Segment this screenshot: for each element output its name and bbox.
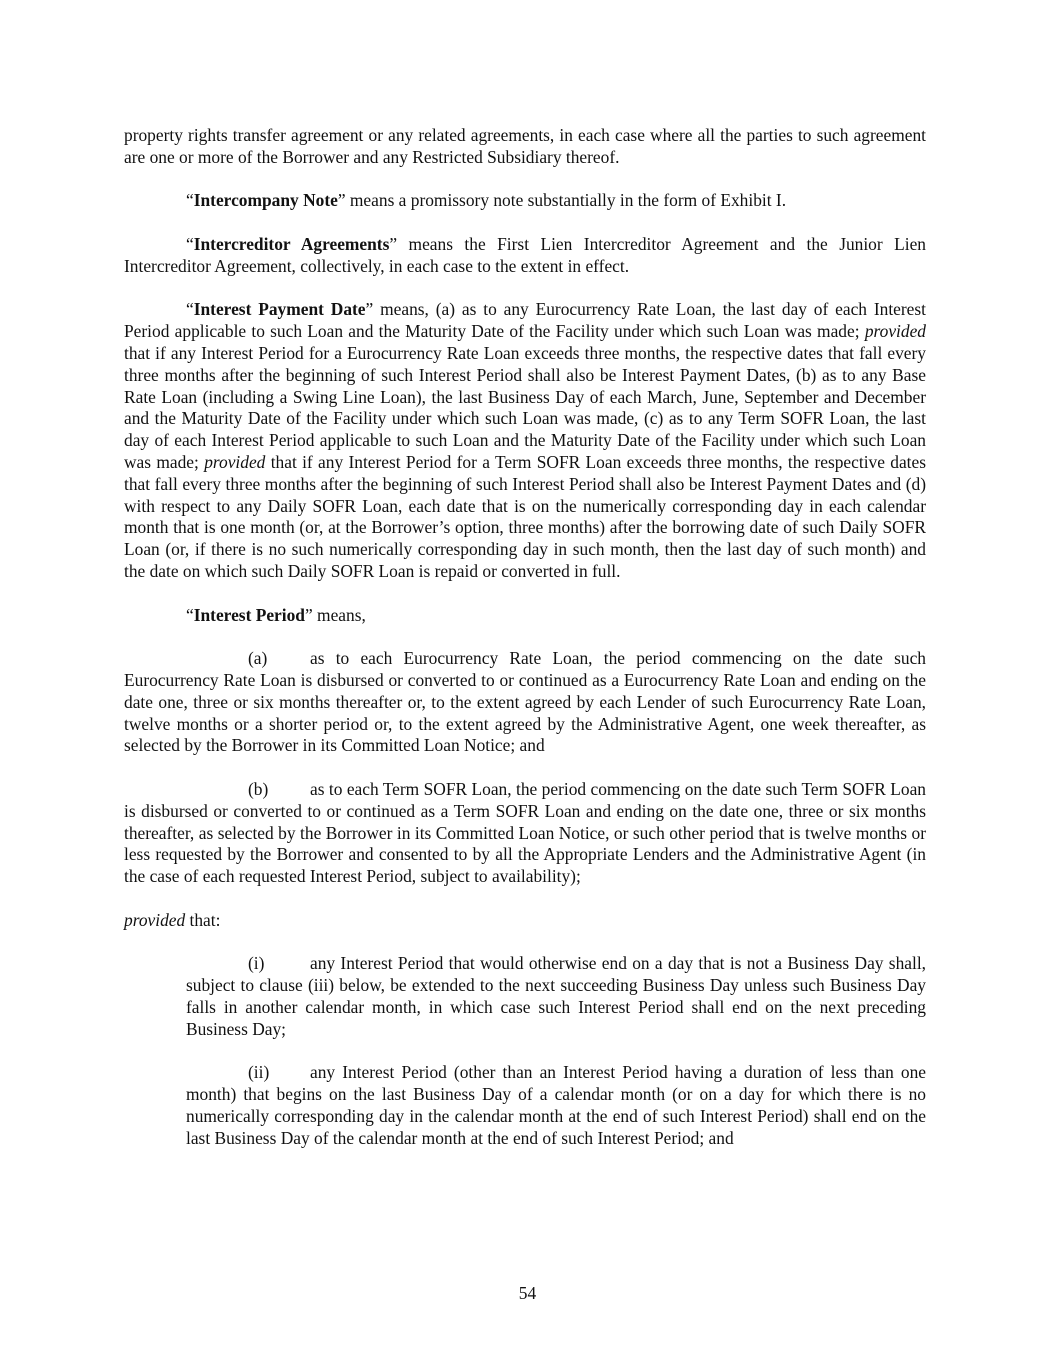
definition-interest-period bbox=[124, 605, 926, 627]
provided-italic: provided bbox=[124, 909, 186, 930]
provided-that bbox=[124, 910, 926, 932]
clause-label: (a) bbox=[248, 648, 268, 669]
definition-intercreditor-agreements bbox=[124, 234, 926, 278]
provided-italic: provided bbox=[204, 451, 266, 472]
clause-text: as to each Eurocurrency Rate Loan, the period commencing on the date such Eurocurrency Rate Loan is disbursed or converted to or continued as a Eurocurrency Rate Loan and ending on the date one, three or six months thereafter or, to the extent agreed by each Lender of such Eurocurrency Rate Loan, twelve months or a shorter period or, to the extent agreed by the Administrative Agent, one week thereafter, as selected by the Borrower in its Committed Loan Notice; and bbox=[124, 648, 926, 756]
defined-term: Interest Payment Date bbox=[193, 299, 366, 320]
clause-a bbox=[124, 648, 926, 757]
clause-text: any Interest Period that would otherwise end on a day that is not a Business Day shall, subject to clause (iii) below, be extended to the next succeeding Business Day unless such Business Day falls in another calendar month, in which case such Interest Period shall end on the next preceding Business Day; bbox=[186, 953, 926, 1039]
open-quote: “ bbox=[186, 604, 194, 625]
clause-text: any Interest Period (other than an Interest Period having a duration of less than one month) that begins on the last Business Day of a calendar month (or on a day for which there is no numerically corresponding day in the calendar month at the end of such Interest Period) shall end on the last Business Day of the calendar month at the end of such Interest Period; and bbox=[186, 1062, 926, 1148]
definition-interest-payment-date bbox=[124, 299, 926, 582]
clause-label: (b) bbox=[248, 778, 269, 799]
clause-i bbox=[186, 953, 926, 1040]
defined-term: Intercreditor Agreements bbox=[193, 233, 390, 254]
definition-text: that if any Interest Period for a Eurocurrency Rate Loan exceeds three months, the respective dates that fall every three months after the beginning of such Interest Period shall also be Interest Payment Dates, (b) as to any Base Rate Loan (including a Swing Line Loan), the last Business Day of each March, June, September and December and the Maturity Date of the Facility under which such Loan was made, (c) as to any Term SOFR Loan, the last day of each Interest Period applicable to such Loan and the Maturity Date of the Facility under which such Loan was made; bbox=[124, 342, 926, 472]
paragraph-continuation: property rights transfer agreement or any related agreements, in each case where all the parties to such agreement are one or more of the Borrower and any Restricted Subsidiary thereof. bbox=[124, 125, 926, 167]
definition-text: ” means the First Lien Intercreditor Agreement and the Junior Lien Intercreditor Agreement, collectively, in each case to the extent in effect. bbox=[124, 233, 926, 276]
open-quote: “ bbox=[186, 190, 194, 211]
definition-text: that if any Interest Period for a Term SOFR Loan exceeds three months, the respective dates that fall every three months after the beginning of such Interest Period shall also be Interest Payment Dates and (d) with respect to any Daily SOFR Loan, each date that is on the numerically corresponding day in each calendar month that is one month (or, at the Borrower’s option, three months) after the borrowing date of such Daily SOFR Loan (or, if there is no such numerically corresponding day in such month, then the last day of such month) and the date on which such Daily SOFR Loan is repaid or converted in full. bbox=[124, 451, 927, 581]
open-quote: “ bbox=[186, 233, 194, 254]
provided-text: that: bbox=[185, 909, 221, 930]
clause-ii bbox=[186, 1062, 926, 1149]
clause-text: as to each Term SOFR Loan, the period commencing on the date such Term SOFR Loan is disbursed or converted to or continued as a Term SOFR Loan and ending on the date one, three or six months thereafter, as selected by the Borrower in its Committed Loan Notice, or such other period that is twelve months or less requested by the Borrower and consented to by all the Appropriate Lenders and the Administrative Agent (in the case of each requested Interest Period, subject to availability); bbox=[124, 778, 926, 887]
provided-italic: provided bbox=[864, 321, 926, 342]
open-quote: “ bbox=[186, 299, 194, 320]
page-number: 54 bbox=[518, 1283, 537, 1303]
clause-label: (i) bbox=[248, 953, 265, 974]
definition-intercompany-note bbox=[124, 190, 926, 212]
definition-text: ” means, (a) as to any Eurocurrency Rate Loan, the last day of each Interest Period applicable to such Loan and the Maturity Date of the Facility under which such Loan was made; bbox=[124, 299, 926, 342]
definition-text: ” means, bbox=[304, 604, 366, 625]
clause-label: (ii) bbox=[248, 1062, 270, 1083]
document-page bbox=[124, 125, 926, 1149]
defined-term: Interest Period bbox=[193, 604, 305, 625]
definition-text: ” means a promissory note substantially in the form of Exhibit I. bbox=[337, 190, 787, 211]
clause-b bbox=[124, 779, 926, 888]
defined-term: Intercompany Note bbox=[193, 190, 338, 211]
